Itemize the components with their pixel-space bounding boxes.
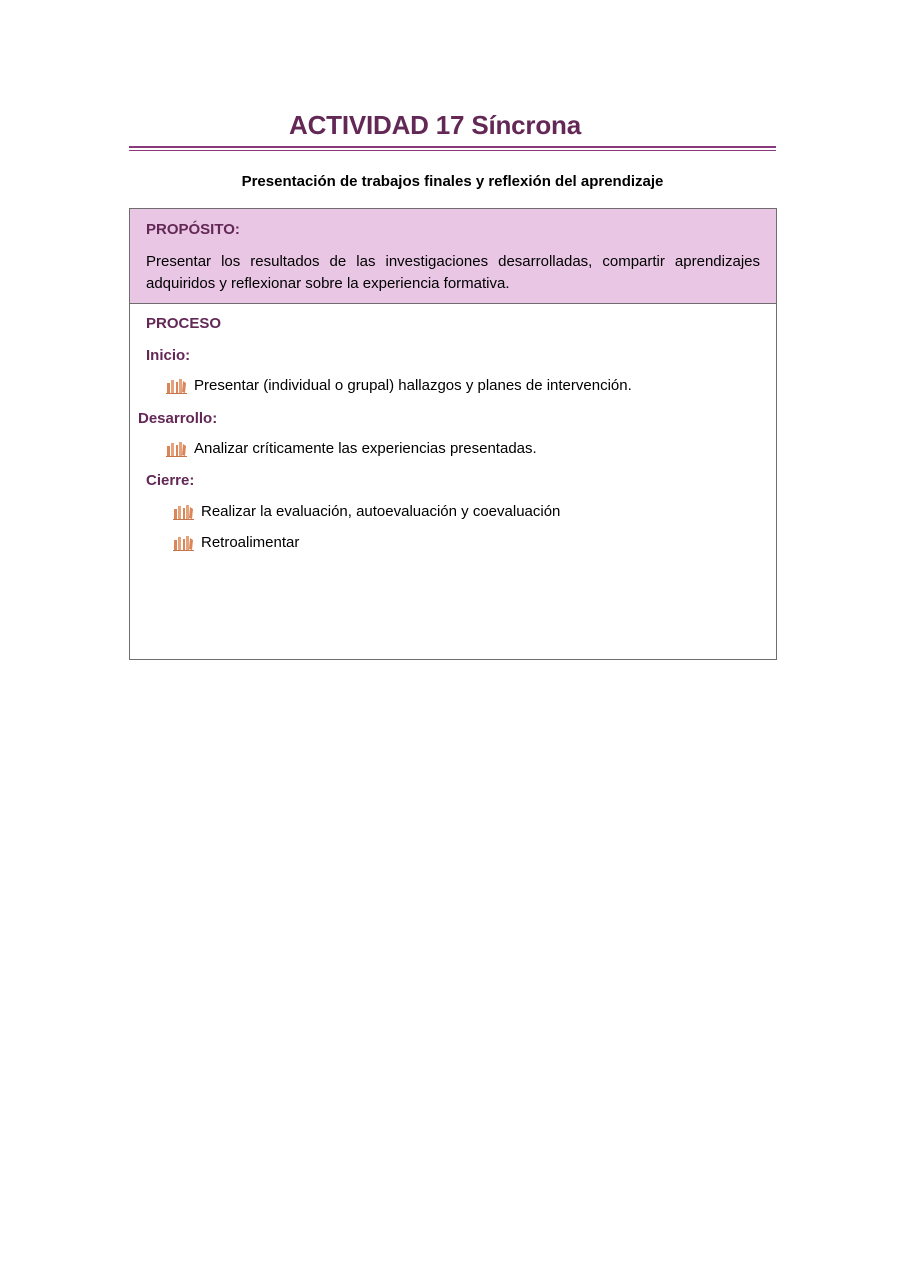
purpose-section [130, 209, 776, 304]
purpose-label: PROPÓSITO: [146, 221, 240, 238]
cierre-label: Cierre: [146, 472, 195, 489]
page-subtitle: Presentación de trabajos finales y reflexión del aprendizaje [241, 173, 664, 190]
books-bullet-icon [166, 441, 188, 457]
books-bullet-icon [166, 378, 188, 394]
title-underline-thin [129, 150, 776, 151]
inicio-item-text: Presentar (individual o grupal) hallazgos y planes de intervención. [194, 377, 632, 394]
books-bullet-icon [173, 504, 195, 520]
list-item [173, 534, 299, 551]
list-item [166, 377, 632, 394]
list-item [166, 440, 537, 457]
desarrollo-label: Desarrollo: [138, 410, 218, 427]
page-title: ACTIVIDAD 17 Síncrona [289, 110, 581, 140]
title-underline [129, 146, 776, 148]
inicio-label: Inicio: [146, 347, 191, 364]
list-item [173, 503, 560, 520]
activity-table [129, 208, 777, 660]
desarrollo-item-text: Analizar críticamente las experiencias presentadas. [194, 440, 537, 457]
cierre-item-text: Realizar la evaluación, autoevaluación y coevaluación [201, 503, 561, 520]
purpose-text: Presentar los resultados de las investigaciones desarrolladas, compartir aprendizajes adquiridos y reflexionar sobre la experiencia formativa. [146, 253, 760, 292]
process-label: PROCESO [146, 315, 222, 332]
books-bullet-icon [173, 535, 195, 551]
cierre-item-text: Retroalimentar [201, 534, 300, 551]
